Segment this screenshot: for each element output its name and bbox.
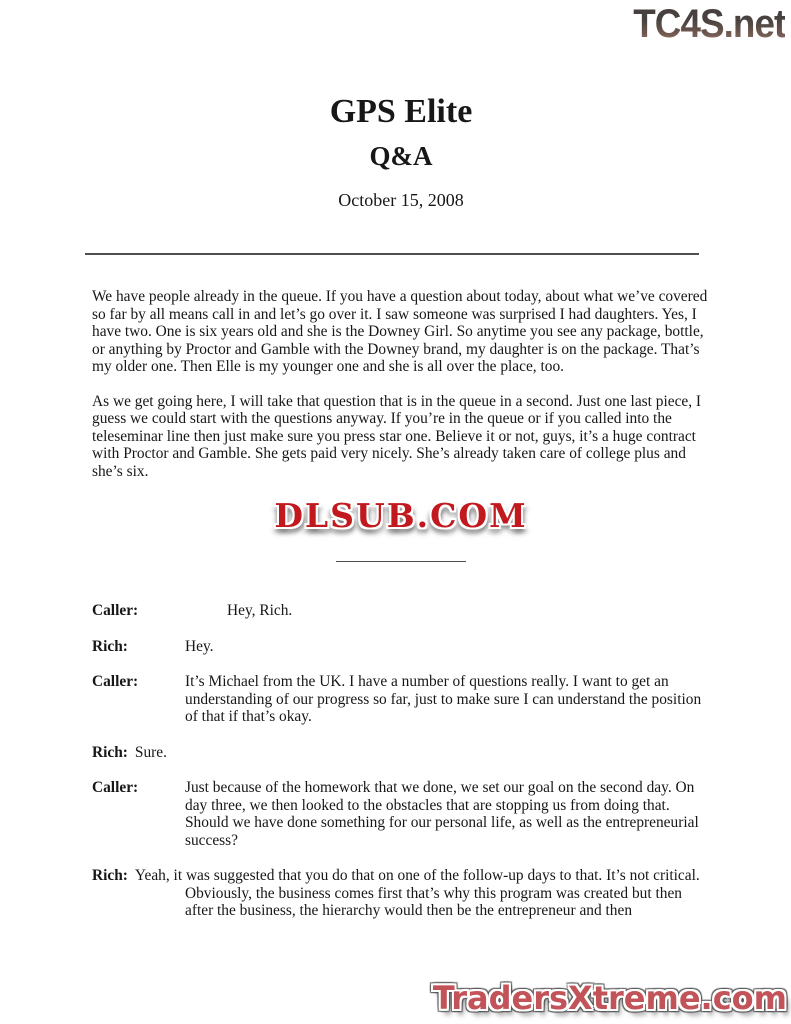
document-content (92, 0, 710, 938)
section-divider (336, 561, 466, 562)
qa-dialogue (92, 602, 710, 920)
dialogue-entry (92, 673, 710, 726)
dialogue-entry (92, 602, 710, 620)
tc4s-site-logo[interactable]: TC4S.net (632, 2, 785, 46)
speaker-label: Caller: (92, 779, 139, 796)
speech-text: It’s Michael from the UK. I have a number of questions really. I want to get an understanding of our progress so far, just to make sure I can understand the position of that if that’s okay. (185, 673, 702, 725)
speaker-label: Rich: (92, 637, 128, 655)
speaker-label: Caller: (92, 602, 139, 619)
body-paragraph: As we get going here, I will take that question that is in the queue in a second. Just one last piece, I guess we could start with the questions anyway. If you’re in the queue or if you called into the teleseminar line then just make sure you press star one. Believe it or not, guys, it’s a huge contract with Proctor and Gamble. She gets paid very nicely. She’s already taken care of college plus and she’s six. (92, 392, 702, 480)
speaker-label: Rich: (92, 743, 128, 761)
speech-text: Just because of the homework that we done, we set our goal on the second day. On day three, we then looked to the obstacles that are stopping us from doing that. Should we have done something for our personal life, as well as the entrepreneurial success? (185, 779, 699, 849)
dialogue-entry (92, 744, 710, 762)
body-paragraph: We have people already in the queue. If you have a question about today, about what we’ve covered so far by all means call in and let’s go over it. I saw someone was surprised I had daughters. Yes, I have two. One is six years old and she is the Downey Girl. So anytime you see any package, bottle, or anything by Proctor and Gamble with the Downey brand, my daughter is on the package. That’s my older one. Then Elle is my younger one and she is all over the place, too. (92, 288, 708, 375)
document-title: GPS Elite (329, 93, 473, 130)
intro-paragraphs (92, 288, 710, 480)
speaker-label: Rich: (92, 867, 128, 884)
watermark-row (92, 497, 710, 535)
document-date: October 15, 2008 (338, 190, 464, 210)
speech-text: Sure. (134, 743, 167, 761)
dialogue-entry (92, 867, 710, 920)
speech-text: Hey. (185, 637, 214, 655)
document-subtitle: Q&A (369, 141, 433, 171)
horizontal-rule (85, 253, 699, 255)
tradersxtreme-site-logo[interactable]: TradersXtreme.com (432, 979, 787, 1017)
speaker-label: Caller: (92, 673, 139, 690)
dialogue-entry (92, 779, 710, 849)
dialogue-entry (92, 638, 710, 656)
speech-text: Yeah, it was suggested that you do that on one of the follow-up days to that. It’s not critical. Obviously, the business comes first that’s why this program was created but then after the business, the hierarchy would then be the entrepreneur and then (134, 867, 700, 919)
speech-text: Hey, Rich. (227, 602, 293, 619)
dlsub-watermark-logo[interactable]: DLSUB.COM (274, 496, 528, 535)
